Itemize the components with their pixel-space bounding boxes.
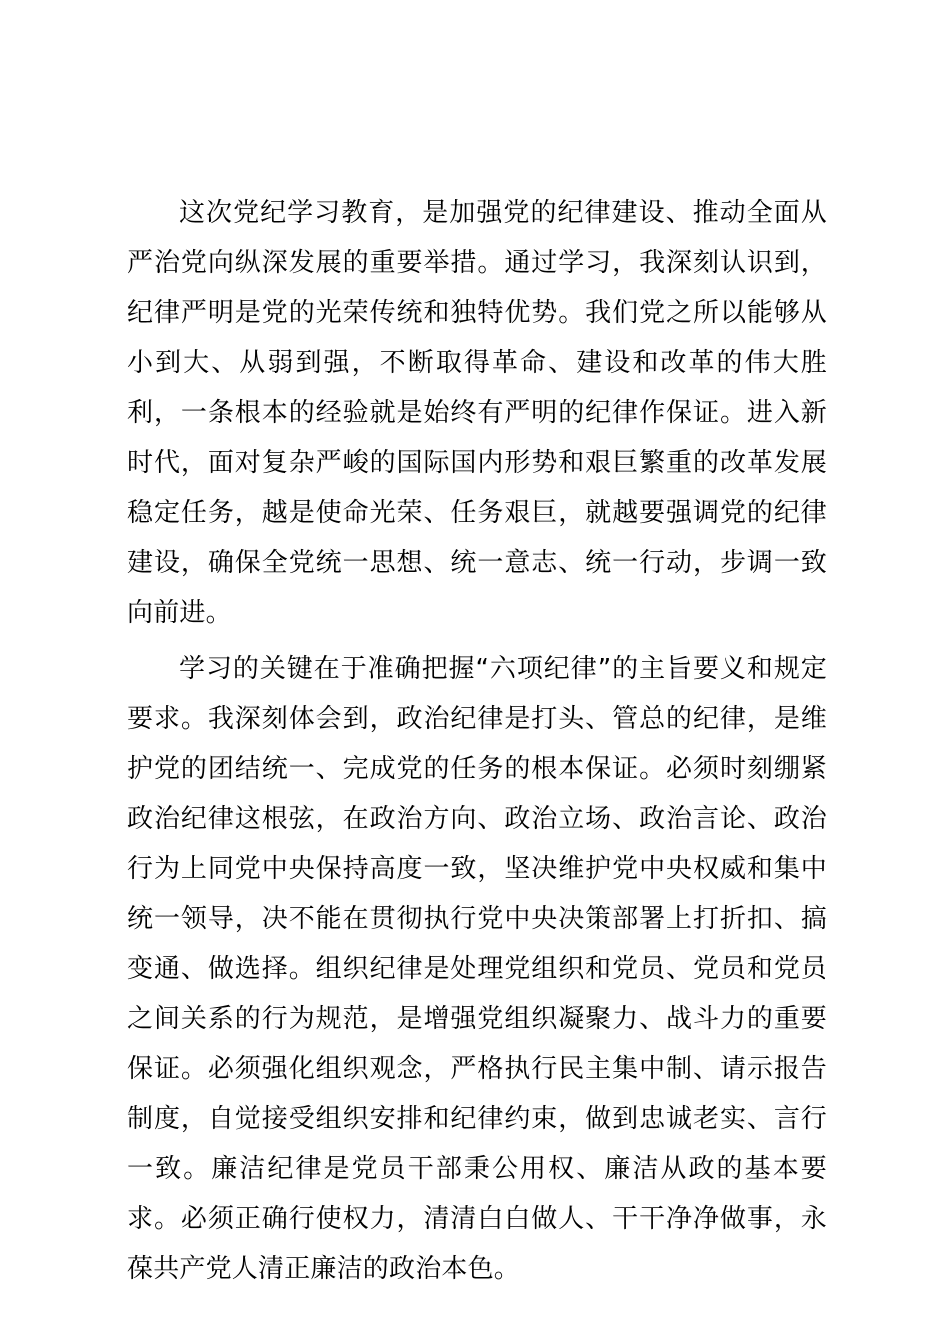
paragraph: 这次党纪学习教育，是加强党的纪律建设、推动全面从严治党向纵深发展的重要举措。通过学习，我深刻认识到，纪律严明是党的光荣传统和独特优势。我们党之所以能够从小到大、从弱到强，不断取得革命、建设和改革的伟大胜利，一条根本的经验就是始终有严明的纪律作保证。进入新时代，面对复杂严峻的国际国内形势和艰巨繁重的改革发展稳定任务，越是使命光荣、任务艰巨，就越要强调党的纪律建设，确保全党统一思想、统一意志、统一行动，步调一致向前进。 [127,198,827,628]
paragraph: 学习的关键在于准确把握“六项纪律”的主旨要义和规定要求。我深刻体会到，政治纪律是打头、管总的纪律，是维护党的团结统一、完成党的任务的根本保证。必须时刻绷紧政治纪律这根弦，在政治方向、政治立场、政治言论、政治行为上同党中央保持高度一致，坚决维护党中央权威和集中统一领导，决不能在贯彻执行党中央决策部署上打折扣、搞变通、做选择。组织纪律是处理党组织和党员、党员和党员之间关系的行为规范，是增强党组织凝聚力、战斗力的重要保证。必须强化组织观念，严格执行民主集中制、请示报告制度，自觉接受组织安排和纪律约束，做到忠诚老实、言行一致。廉洁纪律是党员干部秉公用权、廉洁从政的基本要求。必须正确行使权力，清清白白做人、干干净净做事，永葆共产党人清正廉洁的政治本色。 [127,654,827,1284]
document-body [127,188,827,1294]
